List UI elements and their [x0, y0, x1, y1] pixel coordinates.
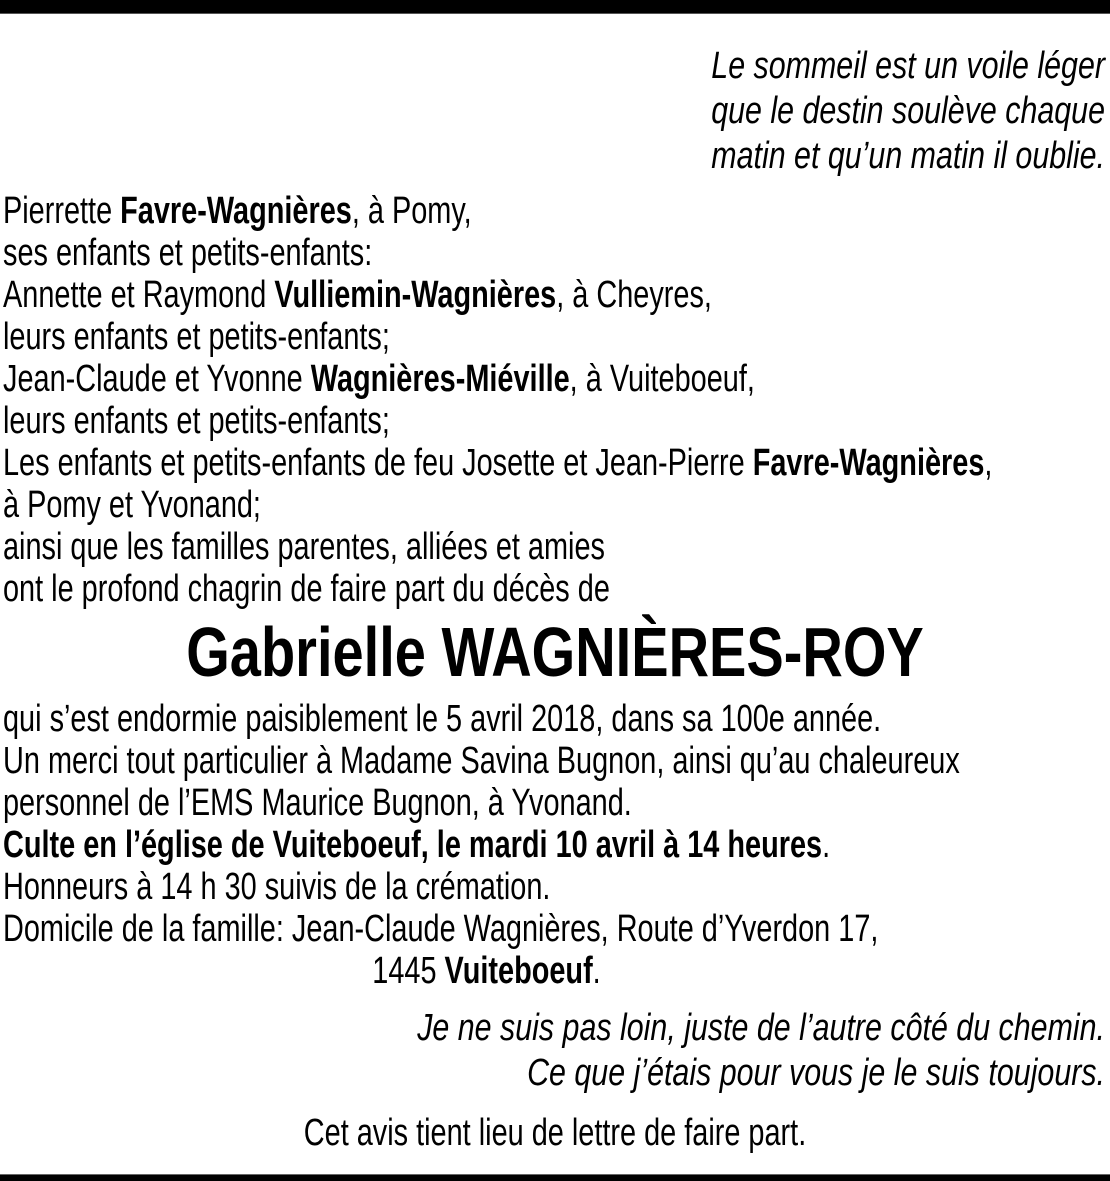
text-segment: ,	[984, 442, 993, 484]
closing-verse	[0, 1006, 1105, 1096]
text-segment: personnel de l’EMS Maurice Bugnon, à Yvonand.	[3, 782, 632, 824]
locality-line	[66, 950, 907, 992]
text-segment: ont le profond chagrin de faire part du décès de	[3, 568, 610, 610]
text-segment: à Pomy et Yvonand;	[3, 484, 261, 526]
text-segment: ainsi que les familles parentes, alliées et amies	[3, 526, 605, 568]
verse-line: que le destin soulève chaque	[711, 90, 1105, 132]
family-line	[3, 484, 844, 526]
family-line	[3, 274, 844, 316]
family-line	[3, 190, 844, 232]
text-segment: , à Vuiteboeuf,	[569, 358, 755, 400]
bottom-rule	[0, 1174, 1110, 1181]
text-segment: , à Pomy,	[351, 190, 472, 232]
text-segment: , à Cheyres,	[556, 274, 712, 316]
text-segment: .	[592, 950, 601, 992]
text-segment: leurs enfants et petits-enfants;	[3, 316, 390, 358]
surname-segment: Favre-Wagnières	[120, 190, 352, 232]
honours-line	[3, 866, 844, 908]
service-segment: Culte en l’église de Vuiteboeuf, le mardi 10 avril à 14 heures	[3, 824, 823, 866]
text-segment: Pierrette	[3, 190, 121, 232]
text-segment: .	[822, 824, 831, 866]
verse-line: matin et qu’un matin il oublie.	[711, 135, 1105, 177]
announcement-line	[3, 568, 844, 610]
text-segment: 1445	[372, 950, 445, 992]
family-line	[3, 526, 844, 568]
death-date-line	[3, 698, 882, 740]
closing-note: Cet avis tient lieu de lettre de faire part.	[303, 1112, 807, 1154]
family-line	[3, 358, 844, 400]
text-segment: Annette et Raymond	[3, 274, 275, 316]
thanks-line	[3, 740, 960, 782]
verse-line: Ce que j’étais pour vous je le suis toujours.	[527, 1052, 1105, 1094]
family-line	[3, 232, 844, 274]
text-segment: Un merci tout particulier à Madame Savina Bugnon, ainsi qu’au chaleureux	[3, 740, 960, 782]
text-segment: ses enfants et petits-enfants:	[3, 232, 373, 274]
top-rule	[0, 0, 1110, 14]
family-line	[3, 316, 844, 358]
surname-segment: Favre-Wagnières	[752, 442, 985, 484]
locality-segment: Vuiteboeuf	[444, 950, 593, 992]
family-line	[3, 442, 993, 484]
text-segment: Domicile de la famille: Jean-Claude Wagnières, Route d’Yverdon 17,	[3, 908, 879, 950]
text-segment: Les enfants et petits-enfants de feu Josette et Jean-Pierre	[3, 442, 753, 484]
family-address-line	[3, 908, 879, 950]
service-line	[3, 824, 844, 866]
family-line	[3, 400, 844, 442]
notice-details	[3, 698, 1110, 992]
opening-verse	[0, 44, 1105, 179]
surname-segment: Wagnières-Miéville	[310, 358, 570, 400]
family-list	[3, 190, 1110, 610]
surname-segment: Vulliemin-Wagnières	[274, 274, 557, 316]
deceased-name: Gabrielle WAGNIÈRES-ROY	[186, 613, 924, 691]
verse-line: Le sommeil est un voile léger	[711, 45, 1105, 87]
text-segment: qui s’est endormie paisiblement le 5 avril 2018, dans sa 100e année.	[3, 698, 882, 740]
verse-line: Je ne suis pas loin, juste de l’autre côté du chemin.	[417, 1007, 1106, 1049]
thanks-line	[3, 782, 844, 824]
text-segment: Honneurs à 14 h 30 suivis de la crémation.	[3, 866, 551, 908]
text-segment: leurs enfants et petits-enfants;	[3, 400, 390, 442]
text-segment: Jean-Claude et Yvonne	[3, 358, 311, 400]
